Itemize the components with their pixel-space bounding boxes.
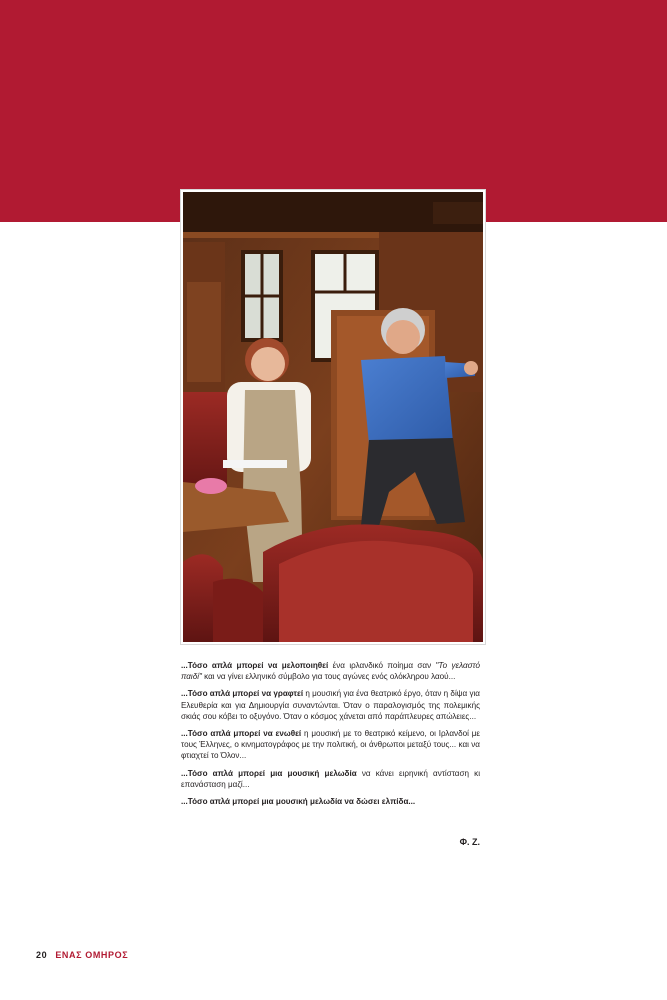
paragraph-3-text: η μουσική με το θεατρικό κείμενο, οι Ιρλανδοί με τους Έλληνες, ο κινηματογράφος με την πολιτική, οι άνθρωποι μεταξύ τους... και να φτιαχτεί το Όλον... bbox=[181, 729, 480, 761]
page-number: 20 bbox=[36, 950, 48, 960]
paragraph-4-lead: ...Τόσο απλά μπορεί μια μουσική μελωδία bbox=[181, 768, 357, 778]
poem-title: "Το γελαστό παιδί" bbox=[181, 661, 480, 682]
paragraph-4 bbox=[181, 768, 480, 790]
photo-illustration bbox=[183, 192, 483, 642]
paragraph-1-lead: ...Τόσο απλά μπορεί να μελοποιηθεί bbox=[181, 661, 329, 670]
paragraph-1-text-a: ένα ιρλανδικό ποίημα σαν bbox=[328, 661, 436, 670]
paragraph-4-text: να κάνει ειρηνική αντίσταση κι επανάσταση μαζί... bbox=[181, 768, 480, 789]
paragraph-1 bbox=[181, 660, 480, 682]
paragraph-1-text-b: και να γίνει ελληνικό σύμβολο για τους αγώνες ενός ολόκληρου λαού... bbox=[201, 672, 456, 682]
paragraph-2 bbox=[181, 688, 480, 722]
author-signature: Φ. Ζ. bbox=[459, 837, 480, 847]
paragraph-5-lead: ...Τόσο απλά μπορεί μια μουσική μελωδία να δώσει ελπίδα... bbox=[181, 797, 416, 807]
top-color-band bbox=[0, 0, 667, 222]
paragraph-5 bbox=[181, 796, 480, 807]
article-body bbox=[181, 660, 480, 813]
article-photo bbox=[181, 190, 485, 644]
paragraph-3-lead: ...Τόσο απλά μπορεί να ενωθεί bbox=[181, 729, 302, 739]
paragraph-2-lead: ...Τόσο απλά μπορεί να γραφτεί bbox=[181, 689, 304, 699]
publication-title: ΕΝΑΣ ΟΜΗΡΟΣ bbox=[55, 950, 129, 960]
page-footer bbox=[36, 950, 128, 960]
paragraph-2-text: η μουσική για ένα θεατρικό έργο, όταν η δίψα για Ελευθερία και για Δημιουργία συναντώνται. Όταν ο παραλογισμός της πολεμικής σκιάς σου κόβει το οξυγόνο. Όταν ο κόσμος χάνεται από παράπλευρες απώλειες... bbox=[181, 689, 480, 721]
paragraph-3 bbox=[181, 728, 480, 762]
